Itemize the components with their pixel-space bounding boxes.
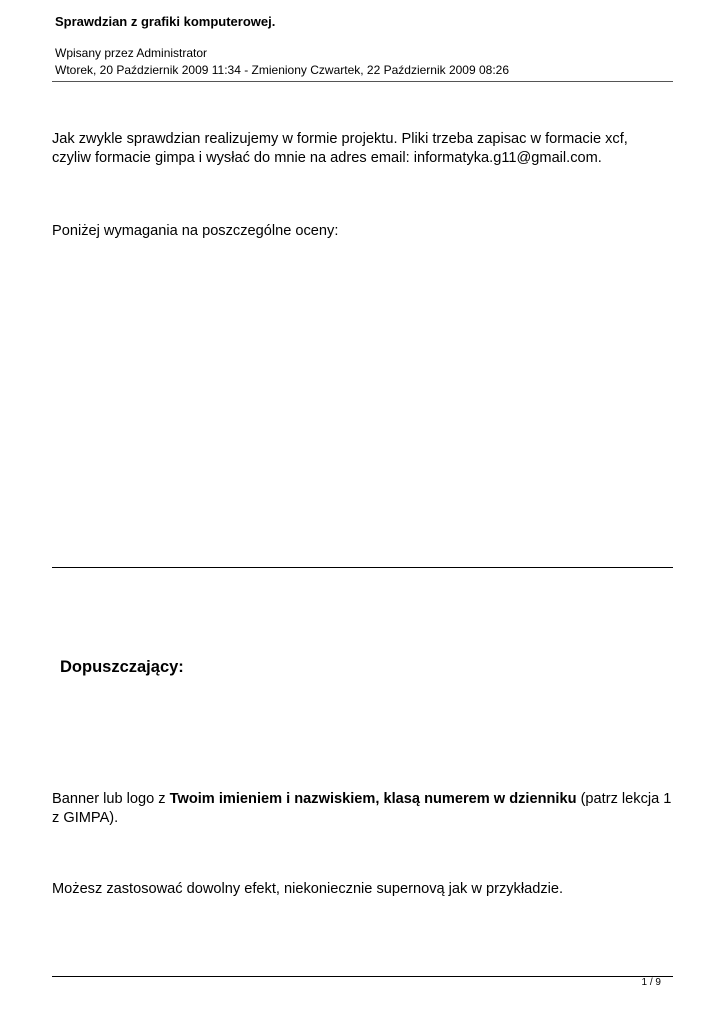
intro-line-1: Jak zwykle sprawdzian realizujemy w formie projektu. Pliki trzeba zapisac w formacie xcf, — [52, 131, 628, 147]
effect-note: Możesz zastosować dowolny efekt, niekoniecznie supernovą jak w przykładzie. — [52, 881, 564, 897]
banner-requirement — [52, 790, 677, 828]
banner-requirement-prefix: Banner lub logo z — [52, 791, 170, 807]
intro-paragraph — [52, 130, 677, 168]
date-line: Wtorek, 20 Październik 2009 11:34 - Zmieniony Czwartek, 22 Październik 2009 08:26 — [55, 63, 510, 77]
section-heading: Dopuszczający: — [60, 658, 184, 676]
section-divider — [52, 567, 673, 568]
header-divider — [52, 81, 673, 82]
intro-line-2: czyliw formacie gimpa i wysłać do mnie na adres email: informatyka.g11@gmail.com. — [52, 150, 602, 166]
author-line: Wpisany przez Administrator — [55, 46, 208, 60]
banner-requirement-suffix: (patrz lekcja 1 z GIMPA). — [52, 791, 672, 826]
banner-requirement-bold: Twoim imieniem i nazwiskiem, klasą numerem w dzienniku — [169, 791, 577, 807]
footer-divider — [52, 976, 673, 977]
document-title: Sprawdzian z grafiki komputerowej. — [55, 14, 276, 29]
page-number: 1 / 9 — [641, 977, 661, 988]
requirements-intro: Poniżej wymagania na poszczególne oceny: — [52, 223, 339, 239]
